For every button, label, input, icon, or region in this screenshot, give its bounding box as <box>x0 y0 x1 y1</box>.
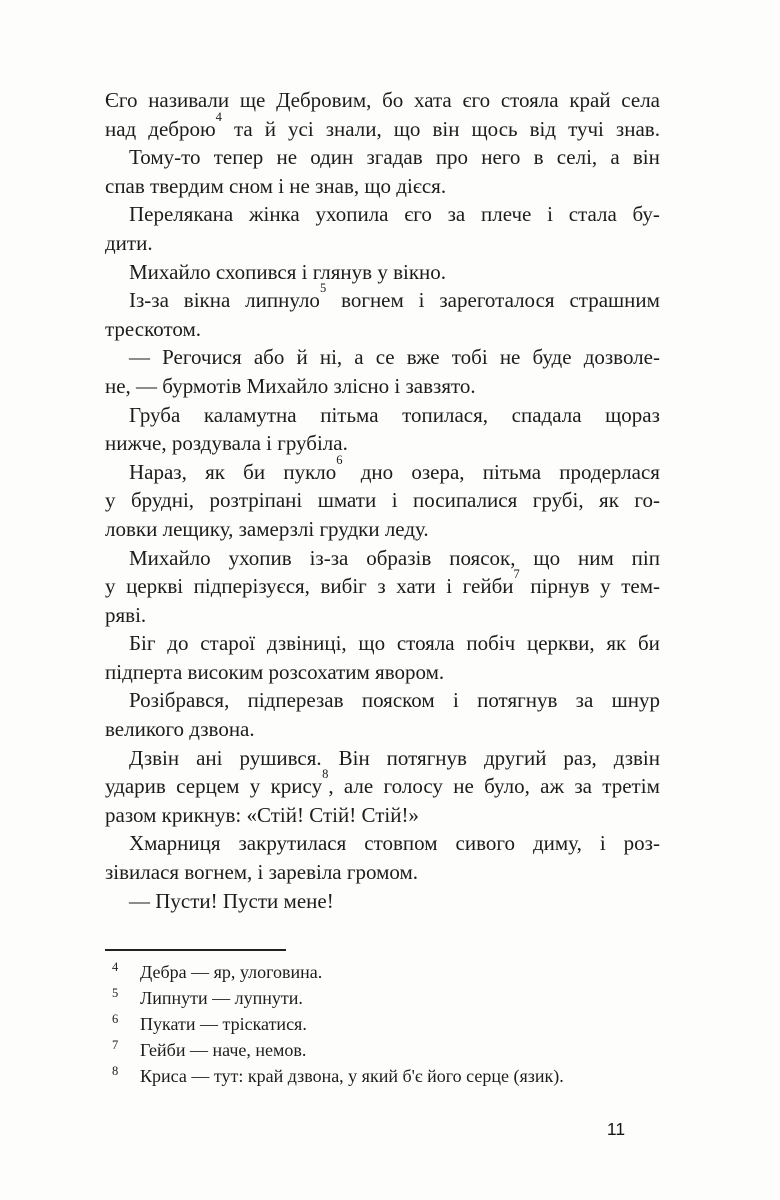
text-line: — Пусти! Пусти мене! <box>129 888 334 913</box>
paragraph <box>105 452 660 544</box>
footnote <box>105 1011 660 1037</box>
footnote-number: 8 <box>112 1064 119 1078</box>
text-line: Нараз, як би пукло$^6$ дно озера, пітьма продерлася <box>129 452 660 484</box>
paragraph <box>105 281 660 343</box>
text-line: ряві. <box>105 602 147 627</box>
text-line: трескотом. <box>105 316 201 341</box>
footnote-number: 6 <box>112 1012 119 1026</box>
paragraph <box>105 143 660 200</box>
text-line: у брудні, розтріпані шмати і посипалися грубі, як го- <box>105 488 660 513</box>
text-line: ударив серцем у крису$^8$, але голосу не було, аж за третім <box>105 767 660 799</box>
text-line: Дзвін ані рушився. Він потягнув другий раз, дзвін <box>129 745 660 770</box>
footnote-ref: 6 <box>336 452 343 467</box>
footnote-ref: 7 <box>513 567 520 582</box>
text-line: Тому-то тепер не один згадав про него в селі, а він <box>129 145 660 170</box>
text-line: Перелякана жінка ухопила єго за плече і стала бу- <box>129 202 660 227</box>
text-body <box>105 86 660 915</box>
text-line: Груба каламутна пітьма топилася, спадала щораз <box>129 402 660 427</box>
footnote-text: Липнути — лупнути. <box>140 988 303 1008</box>
paragraph <box>105 258 660 287</box>
footnote <box>105 1037 660 1063</box>
text-line: у церкві підперізуєся, вибіг з хати і гейби$^7$ пірнув у тем- <box>105 567 660 599</box>
footnote-text: Дебра — яр, улоговина. <box>140 962 323 982</box>
footnote-text: Криса — тут: край дзвона, у який б'є його серце (язик). <box>140 1066 564 1086</box>
footnote-ref: 4 <box>215 109 222 124</box>
text-line: Хмарниця закрутилася стовпом сивого диму, і роз- <box>129 831 660 856</box>
text-line: Біг до старої дзвіниці, що стояла побіч церкви, як би <box>129 631 660 656</box>
text-line: нижче, роздувала і грубіла. <box>105 431 348 456</box>
paragraph <box>105 86 660 143</box>
footnote-number: 7 <box>112 1038 119 1052</box>
paragraph <box>105 744 660 830</box>
footnote-number: 4 <box>112 960 119 974</box>
paragraph <box>105 829 660 886</box>
footnotes <box>105 959 660 1089</box>
text-line: ловки лещику, замерзлі грудки леду. <box>105 516 429 541</box>
footnote-divider <box>105 949 286 951</box>
text-line: над деброю$^4$ та й усі знали, що він щось від тучі знав. <box>105 109 660 141</box>
text-line: зівилася вогнем, і заревіла громом. <box>105 860 419 885</box>
text-line: — Регочися або й ні, а се вже тобі не буде дозволе- <box>129 345 660 370</box>
paragraph <box>105 629 660 686</box>
text-line: Із-за вікна липнуло$^5$ вогнем і зареготалося страшним <box>129 281 660 313</box>
text-line: великого дзвона. <box>105 717 255 742</box>
footnote <box>105 985 660 1011</box>
text-line: Михайло схопився і глянув у вікно. <box>129 259 447 284</box>
footnote <box>105 959 660 985</box>
page-number: 11 <box>606 1119 626 1139</box>
footnote-text: Пукати — тріскатися. <box>140 1014 307 1034</box>
footnote-number: 5 <box>112 986 119 1000</box>
footnote-ref: 5 <box>319 281 327 296</box>
text-line: Розібрався, підперезав пояском і потягнув за шнур <box>129 688 660 713</box>
text-line: дити. <box>105 230 153 255</box>
paragraph <box>105 401 660 458</box>
text-line: разом крикнув: «Стій! Стій! Стій!» <box>105 802 419 827</box>
paragraph <box>105 343 660 400</box>
footnote <box>105 1063 660 1089</box>
text-line: підперта високим розсохатим явором. <box>105 659 445 684</box>
paragraph <box>105 544 660 630</box>
text-line: Єго називали ще Дебровим, бо хата єго стояла край села <box>105 88 660 112</box>
text-line: Михайло ухопив із-за образів поясок, що ним піп <box>129 545 660 570</box>
paragraph <box>105 887 660 916</box>
paragraph <box>105 200 660 257</box>
text-line: спав твердим сном і не знав, що дієся. <box>105 173 447 198</box>
text-line: не, — бурмотів Михайло злісно і завзято. <box>105 373 476 398</box>
paragraph <box>105 686 660 743</box>
footnote-ref: 8 <box>322 767 329 782</box>
footnote-text: Гейби — наче, немов. <box>140 1040 307 1060</box>
